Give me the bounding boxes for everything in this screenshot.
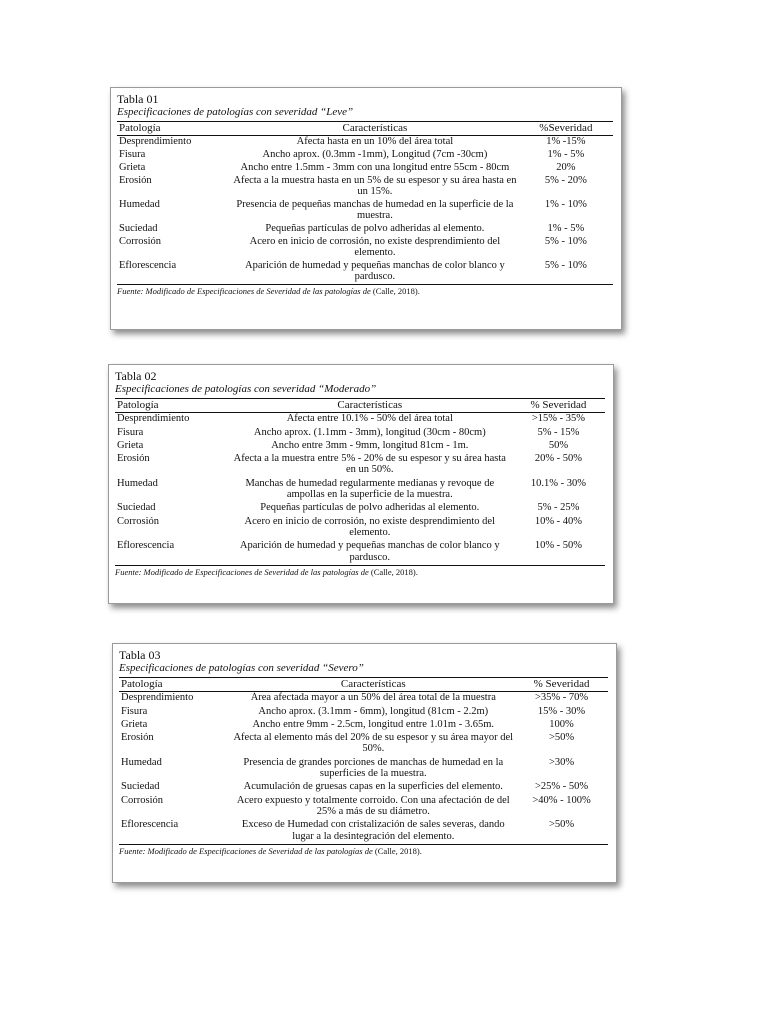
- cell-caracteristicas: Afecta hasta en un 10% del área total: [296, 136, 454, 147]
- cell-caracteristicas: Aparición de humedad y pequeñas manchas de color blanco y pardusco.: [228, 540, 512, 565]
- cell-patologia: Desprendimiento: [117, 413, 190, 425]
- table-caption: Especificaciones de patologías con severidad “Severo”: [119, 662, 364, 674]
- table-row: [115, 540, 605, 565]
- cell-severidad: 5% - 10%: [544, 236, 587, 247]
- cell-severidad: 5% - 10%: [519, 260, 613, 285]
- header-caracteristicas: Características: [231, 678, 515, 692]
- cell-patologia: Fisura: [119, 149, 146, 160]
- table-row: [117, 149, 613, 162]
- table-footnote: [119, 846, 608, 857]
- table-row: [117, 199, 613, 223]
- cell-caracteristicas: Acumulación de gruesas capas en la superficies del elemento.: [243, 781, 503, 793]
- table-row: [119, 692, 608, 706]
- cell-patologia: Suciedad: [119, 223, 158, 234]
- cell-caracteristicas: Pequeñas partículas de polvo adheridas al elemento.: [260, 502, 480, 514]
- cell-severidad: 100%: [549, 718, 574, 730]
- cell-patologia: Erosión: [121, 732, 154, 744]
- table-row: [119, 719, 608, 732]
- cell-severidad: >15% - 35%: [531, 413, 586, 425]
- cell-severidad: 50%: [548, 439, 569, 451]
- cell-severidad: 1% - 5%: [547, 149, 585, 160]
- cell-patologia: Eflorescencia: [117, 260, 231, 285]
- cell-patologia: Fisura: [121, 705, 148, 717]
- table-row: [119, 781, 608, 794]
- header-severidad: % Severidad: [515, 678, 608, 692]
- header-caracteristicas: Características: [228, 399, 512, 413]
- cell-patologia: Desprendimiento: [121, 692, 194, 704]
- cell-severidad: >40% - 100%: [532, 794, 591, 806]
- cell-patologia: Suciedad: [121, 781, 160, 793]
- cell-severidad: 15% - 30%: [537, 705, 586, 717]
- cell-severidad: >50%: [548, 732, 575, 744]
- cell-severidad: 5% - 25%: [537, 502, 580, 514]
- table-number: Tabla 01: [117, 92, 159, 106]
- table-row: [115, 453, 605, 478]
- cell-caracteristicas: Aparición de humedad y pequeñas manchas de color blanco y pardusco.: [231, 260, 519, 285]
- table-header-row: [119, 678, 608, 692]
- header-patologia: Patología: [119, 678, 231, 692]
- table-row: [117, 260, 613, 285]
- cell-patologia: Grieta: [117, 439, 144, 451]
- cell-severidad: >50%: [515, 819, 608, 844]
- footnote-source-text: Fuente: Modificado de Especificaciones de Severidad de las patologías de: [115, 566, 369, 577]
- cell-patologia: Grieta: [121, 718, 148, 730]
- table-header-row: [115, 399, 605, 413]
- cell-severidad: 10% - 40%: [534, 515, 583, 527]
- cell-patologia: Erosión: [119, 175, 152, 186]
- table-row: [115, 427, 605, 440]
- table-row: [119, 706, 608, 719]
- cell-patologia: Corrosión: [117, 515, 159, 527]
- table-footnote: [115, 567, 605, 578]
- table-row: [117, 223, 613, 236]
- table-card-leve: [110, 87, 622, 330]
- cell-severidad: 5% - 15%: [537, 426, 580, 438]
- cell-caracteristicas: Afecta entre 10.1% - 50% del área total: [286, 413, 453, 425]
- severity-table: [115, 398, 605, 566]
- table-footnote: [117, 286, 613, 297]
- cell-severidad: 1% - 5%: [547, 223, 585, 234]
- table-row: [119, 732, 608, 757]
- cell-patologia: Erosión: [117, 453, 150, 465]
- table-row: [119, 795, 608, 820]
- table-row: [115, 502, 605, 515]
- cell-caracteristicas: Exceso de Humedad con cristalización de sales severas, dando lugar a la desintegración del elemento.: [231, 819, 515, 844]
- cell-caracteristicas: Presencia de pequeñas manchas de humedad en la superficie de la muestra.: [236, 199, 514, 221]
- cell-caracteristicas: Ancho aprox. (3.1mm - 6mm), longitud (81cm - 2.2m): [258, 705, 489, 717]
- cell-patologia: Suciedad: [117, 502, 156, 514]
- severity-table: [117, 121, 613, 285]
- cell-patologia: Fisura: [117, 426, 144, 438]
- cell-severidad: 20% - 50%: [534, 453, 583, 465]
- table-header-row: [117, 122, 613, 136]
- cell-severidad: >35% - 70%: [534, 692, 589, 704]
- cell-patologia: Eflorescencia: [119, 819, 231, 844]
- table-row: [119, 819, 608, 844]
- cell-caracteristicas: Presencia de grandes porciones de manchas de humedad en la superficies de la muestra.: [243, 756, 504, 780]
- cell-patologia: Humedad: [117, 477, 158, 489]
- cell-severidad: 1% - 10%: [544, 199, 587, 210]
- cell-caracteristicas: Área afectada mayor a un 50% del área total de la muestra: [250, 692, 496, 704]
- table-card-severo: [112, 643, 617, 883]
- footnote-citation: (Calle, 2018).: [370, 566, 418, 577]
- cell-severidad: 10.1% - 30%: [530, 477, 586, 489]
- footnote-citation: (Calle, 2018).: [372, 286, 420, 296]
- footnote-source-text: Fuente: Modificado de Especificaciones de Severidad de las patologías de: [117, 286, 371, 296]
- table-row: [117, 236, 613, 260]
- cell-severidad: >30%: [548, 756, 575, 768]
- cell-severidad: 10% - 50%: [512, 540, 605, 565]
- table-row: [115, 516, 605, 541]
- footnote-citation: (Calle, 2018).: [374, 845, 422, 856]
- cell-patologia: Eflorescencia: [115, 540, 228, 565]
- cell-patologia: Desprendimiento: [119, 136, 192, 147]
- cell-patologia: Corrosión: [119, 236, 161, 247]
- header-severidad: %Severidad: [519, 122, 613, 136]
- cell-caracteristicas: Ancho entre 9mm - 2.5cm, longitud entre 1.01m - 3.65m.: [252, 718, 494, 730]
- table-row: [117, 136, 613, 150]
- table-card-moderado: [108, 364, 614, 604]
- cell-caracteristicas: Ancho aprox. (0.3mm -1mm), Longitud (7cm -30cm): [262, 149, 488, 160]
- table-row: [117, 175, 613, 199]
- table-row: [115, 440, 605, 453]
- table-number: Tabla 02: [115, 369, 157, 383]
- header-patologia: Patología: [115, 399, 228, 413]
- cell-patologia: Grieta: [119, 162, 146, 173]
- cell-caracteristicas: Ancho entre 3mm - 9mm, longitud 81cm - 1m.: [271, 439, 469, 451]
- cell-caracteristicas: Ancho entre 1.5mm - 3mm con una longitud entre 55cm - 80cm: [240, 162, 510, 173]
- cell-caracteristicas: Manchas de humedad regularmente medianas y revoque de ampollas en la superficie de la muestra.: [245, 477, 495, 501]
- cell-caracteristicas: Afecta a la muestra hasta en un 5% de su espesor y su área hasta en un 15%.: [233, 175, 517, 197]
- cell-caracteristicas: Acero en inicio de corrosión, no existe desprendimiento del elemento.: [249, 236, 501, 258]
- cell-severidad: 20%: [556, 162, 576, 173]
- severity-table: [119, 677, 608, 845]
- table-row: [117, 162, 613, 175]
- table-number: Tabla 03: [119, 648, 161, 662]
- cell-caracteristicas: Acero expuesto y totalmente corroido. Con una afectación de del 25% a más de su diámetro.: [236, 794, 510, 817]
- cell-patologia: Humedad: [119, 199, 160, 210]
- cell-severidad: 1% -15%: [546, 136, 586, 147]
- table-row: [115, 413, 605, 427]
- cell-severidad: >25% - 50%: [534, 781, 589, 793]
- cell-caracteristicas: Ancho aprox. (1.1mm - 3mm), longitud (30cm - 80cm): [253, 426, 486, 438]
- footnote-source-text: Fuente: Modificado de Especificaciones de Severidad de las patologías de: [119, 845, 373, 856]
- cell-caracteristicas: Pequeñas partículas de polvo adheridas al elemento.: [265, 223, 485, 234]
- table-caption: Especificaciones de patologías con severidad “Leve”: [117, 106, 354, 118]
- cell-patologia: Humedad: [121, 756, 162, 768]
- table-caption: Especificaciones de patologías con severidad “Moderado”: [115, 383, 377, 395]
- header-patologia: Patología: [117, 122, 231, 136]
- header-severidad: % Severidad: [512, 399, 605, 413]
- table-row: [115, 478, 605, 503]
- cell-patologia: Corrosión: [121, 794, 163, 806]
- table-row: [119, 757, 608, 782]
- cell-caracteristicas: Acero en inicio de corrosión, no existe desprendimiento del elemento.: [244, 515, 496, 538]
- cell-caracteristicas: Afecta a la muestra entre 5% - 20% de su espesor y su área hasta en un 50%.: [233, 453, 506, 476]
- header-caracteristicas: Características: [231, 122, 519, 136]
- cell-severidad: 5% - 20%: [544, 175, 587, 186]
- cell-caracteristicas: Afecta al elemento más del 20% de su espesor y su área mayor del 50%.: [233, 732, 514, 755]
